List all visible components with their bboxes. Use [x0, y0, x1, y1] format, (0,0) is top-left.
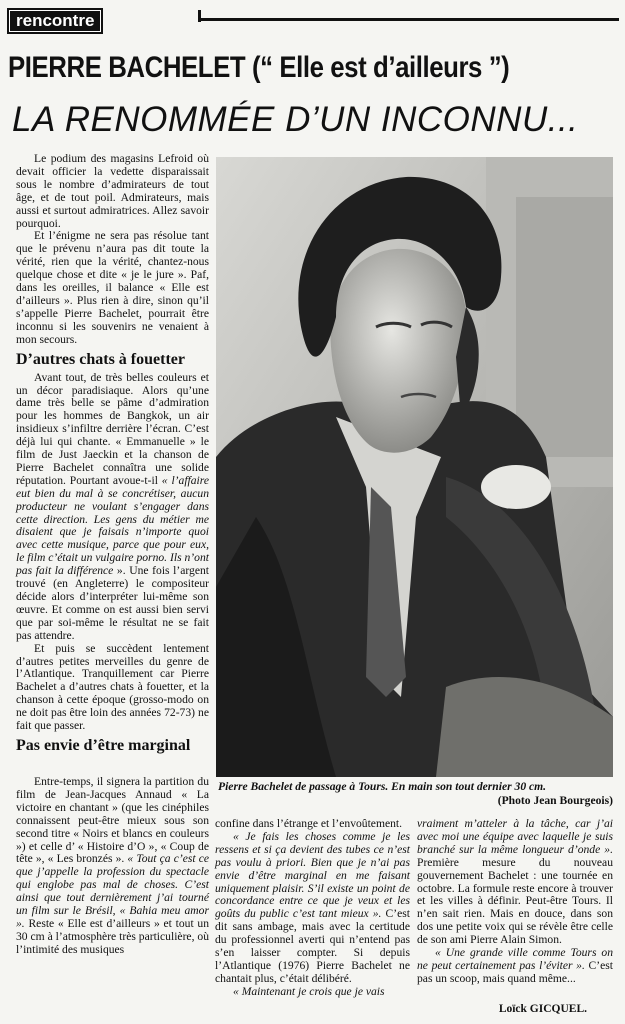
- section-heading: D’autres chats à fouetter: [16, 350, 185, 368]
- paragraph-text: C’est pas un scoop, mais quand même...: [417, 958, 613, 985]
- article-column-3: [215, 818, 410, 999]
- quote-text: « Une grande ville comme Tours on ne peut certainement pas l’éviter ».: [417, 946, 613, 972]
- paragraph-text: Reste « Elle est d’ailleurs » et tout un 30 cm à l’atmosphère très particulière, où l’intimité des musiques: [16, 916, 209, 956]
- paragraph: Et l’énigme ne sera pas résolue tant que le prévenu n’aura pas dit toute la vérité, rien que la vérité, chantez-nous quelque chose et dite « je le jure ». Paf, dans les oreilles, il balance « Elle est d’ailleurs ». Plus rien à dire, sinon qu’il s’appelle Pierre Bachelet, pourrait être inconnu si les souvenirs ne venaient à mon secours.: [16, 229, 209, 346]
- article-subheadline: LA RENOMMÉE D’UN INCONNU...: [12, 100, 579, 139]
- article-column-2: [16, 776, 209, 957]
- paragraph-text: Première mesure du nouveau gouvernement Bachelet : une tournée en octobre. La formule reste encore à trouver et les villes à définir. Peut-être Tours. Il n’en sait rien. Mais en douce, dans son dos une petite voix qui se révèle être celle de son ami Pierre Alain Simon.: [417, 855, 613, 947]
- article-headline: PIERRE BACHELET (“ Elle est d’ailleurs ”): [8, 51, 510, 84]
- photo-credit: (Photo Jean Bourgeois): [497, 794, 613, 807]
- quote-text: « l’affaire eut bien du mal à se concrétiser, aucun producteur ne voulant s’engager dans cette direction. Les gens du métier me disaient que je faisais n’importe quoi avec cette musique, parce que pour eux, le film c’était un vulgaire porno. Ils n’ont pas fait la différence: [16, 473, 210, 578]
- paragraph: Et puis se succèdent lentement d’autres petites merveilles du genre de l’Atlantique. Tranquillement car Pierre Bachelet a d’autres chats à fouetter, et la chanson à cette époque (grosso-modo on ne doit pas être loin des années 72-73) ne fait que passer.: [16, 641, 209, 733]
- quote-text: « Tout ça c’est ce que j’appelle la profession du spectacle qui englobe pas mal de choses. C’est ainsi que tout dernièrement j’ai tourné un film sur le Brésil, « Bahia meu amor ».: [16, 852, 209, 930]
- quote-text: vraiment m’atteler à la tâche, car j’ai avec moi une équipe avec laquelle je suis branché sur la même longueur d’onde ».: [417, 817, 613, 856]
- paragraph: [417, 818, 613, 947]
- paragraph: [417, 947, 613, 986]
- kicker-rule: [198, 18, 619, 21]
- section-kicker: rencontre: [7, 8, 103, 34]
- paragraph-text: Avant tout, de très belles couleurs et un décor paradisiaque. Alors qu’une dame très belle se pâme d’admiration pour les hommes de Bangkok, un air insidieux s’infiltre derrière l’écran. C’est déjà lui qui chante. « Emmanuelle » le film de Just Jaeckin et la chanson de Pierre Bachelet connaîtra une solide réputation. Pourtant avoue-t-il: [16, 370, 209, 487]
- paragraph-text: C’est dit sans ambage, mais avec la certitude du professionnel averti qui n’entend pas s’en laisser compter. Si depuis l’Atlantique (1976) Pierre Bachelet ne chantait plus, c’était délibéré.: [215, 907, 411, 985]
- paragraph: [215, 831, 410, 986]
- article-column-4: [417, 818, 613, 986]
- paragraph: confine dans l’étrange et l’envoûtement.: [215, 817, 403, 830]
- paragraph: [16, 776, 209, 957]
- paragraph-text: Entre-temps, il signera la partition du film de Jean-Jacques Annaud « La victoire en chantant » (que les cinéphiles connaissent peut-être mieux sous son second titre « Noirs et blancs en couleurs ») et celle d’ « Histoire d’O », « Coup de tête », « Les bronzés ».: [16, 775, 209, 866]
- quote-paragraph: « Maintenant je crois que je vais: [233, 984, 385, 998]
- article-column-1: [16, 153, 209, 758]
- paragraph: Le podium des magasins Lefroid où devait officier la vedette disparaissait sous le nombre d’admirateurs de tout âge, et de tout poil. Admirateurs, mais aussi et surtout admiratrices. Allez savoir pourquoi.: [16, 152, 209, 230]
- paragraph-text: ». Une fois l’argent trouvé (en Angleterre) le compositeur décide alors d’interpréter lui-même son œuvre. Et comme on est aussi bien servi que par soi-même le résultat ne se fait pas attendre.: [16, 564, 209, 642]
- quote-text: « Je fais les choses comme je les ressens et si ça devient des tubes ce n’est pas voulu à priori. Bien que je n’ai pas envie d’être marginal en me faisant uniquement plaisir. S’il existe un point de concordance entre ce que je veux et les goûts du public c’est tant mieux ».: [215, 829, 410, 921]
- portrait-illustration: [216, 157, 613, 777]
- author-signature: Loïck GICQUEL.: [498, 1003, 587, 1015]
- photo-caption: Pierre Bachelet de passage à Tours. En main son tout dernier 30 cm.: [218, 780, 547, 793]
- portrait-photo: [216, 157, 613, 777]
- section-heading: Pas envie d’être marginal: [16, 736, 191, 754]
- paragraph: [16, 372, 209, 643]
